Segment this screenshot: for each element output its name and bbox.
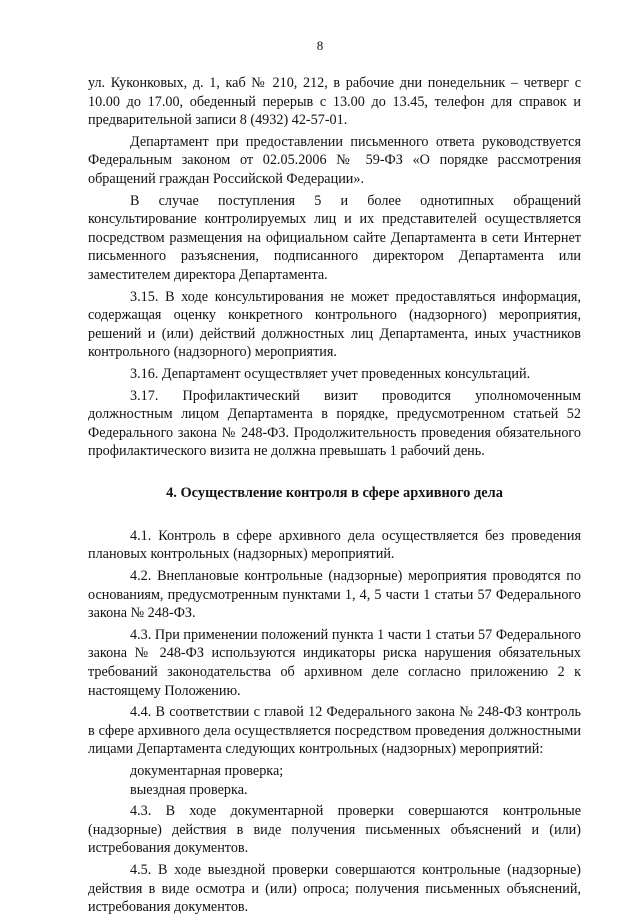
paragraph-3-15: 3.15. В ходе консультирования не может предоставляться информация, содержащая оценку конкретного контрольного (надзорного) мероприятия, решений и (или) действий должностных лиц Департамента, иных участников контрольного (надзорного) мероприятия. (88, 288, 581, 361)
page-number: 8 (316, 38, 324, 53)
paragraph-written-response: Департамент при предоставлении письменного ответа руководствуется Федеральным законом от 02.05.2006 № 59-ФЗ «О порядке рассмотрения обращений граждан Российской Федерации». (88, 133, 581, 187)
paragraph-3-16: 3.16. Департамент осуществляет учет проведенных консультаций. (130, 365, 531, 382)
paragraph-4-5: 4.5. В ходе выездной проверки совершаются контрольные (надзорные) действия в виде осмотра и (или) опроса; получения письменных объяснений, истребования документов. (88, 861, 581, 916)
list-item-onsite-check: выездная проверка. (130, 781, 248, 798)
paragraph-4-1: 4.1. Контроль в сфере архивного дела осуществляется без проведения плановых контрольных (надзорных) мероприятий. (88, 527, 581, 563)
paragraph-address-continuation: ул. Куконковых, д. 1, каб № 210, 212, в рабочие дни понедельник – четверг с 10.00 до 17.00, обеденный перерыв с 13.00 до 13.45, телефон для справок и предварительной записи 8 (4932) 42-57-01. (88, 75, 581, 129)
list-item-documentary-check: документарная проверка; (130, 763, 284, 779)
paragraph-3-17: 3.17. Профилактический визит проводится уполномоченным должностным лицом Департамента в порядке, предусмотренном статьей 52 Федерального закона № 248-ФЗ. Продолжительность проведения обязательного профилактического визита не должна превышать 1 рабочий день. (88, 387, 581, 460)
paragraph-4-3-documentary: 4.3. В ходе документарной проверки совершаются контрольные (надзорные) действия в виде получения письменных объяснений и (или) истребования документов. (88, 803, 581, 857)
section-heading: 4. Осуществление контроля в сфере архивного дела (166, 484, 503, 501)
paragraph-4-2: 4.2. Внеплановые контрольные (надзорные) мероприятия проводятся по основаниям, предусмотренным пунктами 1, 4, 5 части 1 статьи 57 Федерального закона № 248-ФЗ. (88, 568, 581, 622)
document-body (88, 74, 581, 920)
paragraph-4-4: 4.4. В соответствии с главой 12 Федерального закона № 248-ФЗ контроль в сфере архивного дела осуществляется посредством проведения должностными лицами Департамента следующих контрольных (надзорных) мероприятий: (88, 704, 581, 758)
paragraph-4-3-risk-indicators: 4.3. При применении положений пункта 1 части 1 статьи 57 Федерального закона № 248-ФЗ используются индикаторы риска нарушения обязательных требований законодательства об архивном деле согласно приложению 2 к настоящему Положению. (88, 626, 581, 699)
paragraph-similar-appeals: В случае поступления 5 и более однотипных обращений консультирование контролируемых лиц и их представителей осуществляется посредством размещения на официальном сайте Департамента в сети Интернет письменного разъяснения, подписанного директором Департамента или заместителем директора Департамента. (88, 192, 581, 283)
